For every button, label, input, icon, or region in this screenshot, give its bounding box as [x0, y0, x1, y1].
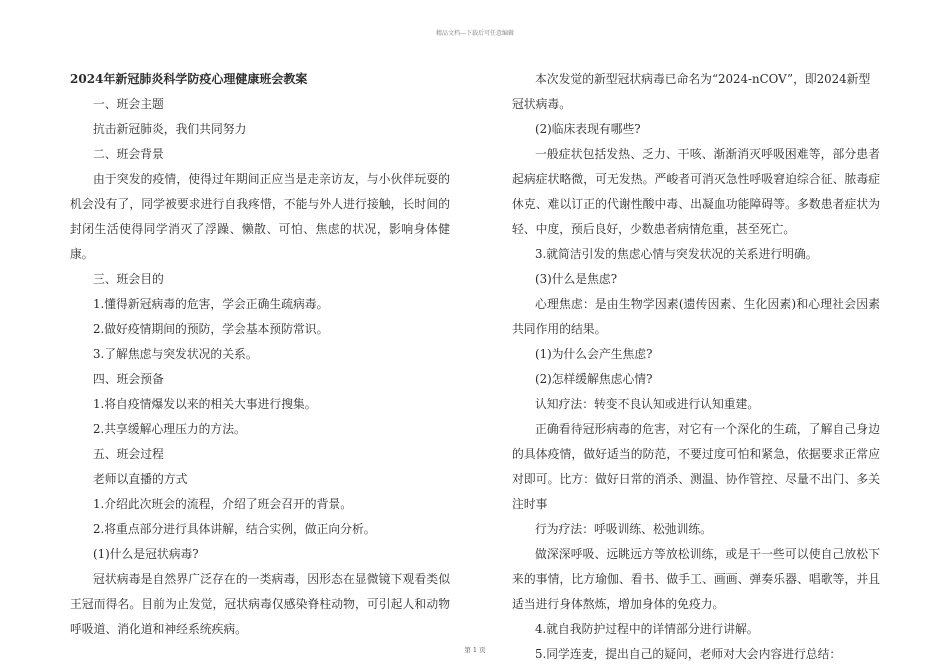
paragraph: (2)怎样缓解焦虑心情? — [535, 372, 653, 386]
paragraph: 行为疗法：呼吸训练、松弛训练。 — [535, 522, 712, 536]
paragraph: 4.就自我防护过程中的详情部分进行讲解。 — [535, 622, 759, 636]
paragraph: 由于突发的疫情，使得过年期间正应当是走亲访友，与小伙伴玩耍的机会没有了，同学被要求进行自我疼惜，不能与外人进行接触，长时间的封闭生活使得同学消灭了浮躁、懒散、可怕、焦虑的状况，影响身体健康。 — [70, 172, 450, 261]
page-number: 第 1 页 — [464, 646, 486, 654]
page-header: 精品文档---下载后可任意编辑 — [435, 30, 515, 37]
paragraph: 做深深呼吸、远眺远方等放松训练，或是干一些可以使自己放松下来的事情，比方瑜伽、看书、做手工、画画、弹奏乐器、唱歌等，并且适当进行身体熬炼，增加身体的免疫力。 — [512, 547, 880, 611]
paragraph: (3)什么是焦虑? — [535, 272, 618, 286]
paragraph: 五、班会过程 — [93, 447, 164, 461]
paragraph: (2)临床表现有哪些? — [535, 122, 641, 136]
paragraph: 3.就简洁引发的焦虑心情与突发状况的关系进行明确。 — [535, 247, 818, 261]
paragraph: 2.将重点部分进行具体讲解，结合实例，做正向分析。 — [93, 522, 376, 536]
paragraph: 二、班会背景 — [93, 147, 164, 161]
paragraph: 四、班会预备 — [93, 372, 164, 386]
paragraph: 1.懂得新冠病毒的危害，学会正确生疏病毒。 — [93, 297, 329, 311]
paragraph: 5.同学连麦，提出自己的疑问，老师对大会内容进行总结： — [535, 647, 842, 661]
paragraph: 本次发觉的新型冠状病毒已命名为“2024-nCOV”，即2024新型冠状病毒。 — [512, 72, 871, 111]
paragraph: 老师以直播的方式 — [93, 472, 188, 486]
paragraph: 一、班会主题 — [93, 97, 164, 111]
paragraph: 三、班会目的 — [93, 272, 164, 286]
paragraph: 1.介绍此次班会的流程，介绍了班会召开的背景。 — [93, 497, 352, 511]
paragraph: 3.了解焦虑与突发状况的关系。 — [93, 347, 258, 361]
paragraph: 心理焦虑：是由生物学因素(遗传因素、生化因素)和心理社会因素共同作用的结果。 — [512, 297, 880, 336]
paragraph: 冠状病毒是自然界广泛存在的一类病毒，因形态在显微镜下观看类似王冠而得名。目前为止发觉，冠状病毒仅感染脊柱动物，可引起人和动物呼吸道、消化道和神经系统疾病。 — [70, 572, 450, 636]
paragraph: 抗击新冠肺炎，我们共同努力 — [93, 122, 247, 136]
paragraph: 认知疗法：转变不良认知或进行认知重建。 — [535, 397, 760, 411]
paragraph: (1)为什么会产生焦虑? — [535, 347, 653, 361]
paragraph: 正确看待冠形病毒的危害，对它有一个深化的生疏，了解自己身边的具体疫情，做好适当的防范，不要过度可怕和紧急，依据要求正常应对即可。比方：做好日常的消杀、测温、协作管控、尽量不出门、多关注时事 — [512, 422, 880, 511]
paragraph: 2.做好疫情期间的预防，学会基本预防常识。 — [93, 322, 329, 336]
document-title: 2024年新冠肺炎科学防疫心理健康班会教案 — [70, 72, 308, 86]
paragraph: 一般症状包括发热、乏力、干咳、渐渐消灭呼吸困难等，部分患者起病症状略微，可无发热。严峻者可消灭急性呼吸窘迫综合征、脓毒症休克、难以订正的代谢性酸中毒、出凝血功能障碍等。多数患者症状为轻、中度，预后良好，少数患者病情危重，甚至死亡。 — [512, 147, 880, 236]
paragraph: 1.将自疫情爆发以来的相关大事进行搜集。 — [93, 397, 317, 411]
paragraph: 2.共享缓解心理压力的方法。 — [93, 422, 246, 436]
left-column — [70, 67, 450, 642]
right-column — [512, 67, 880, 667]
paragraph: (1)什么是冠状病毒? — [93, 547, 199, 561]
